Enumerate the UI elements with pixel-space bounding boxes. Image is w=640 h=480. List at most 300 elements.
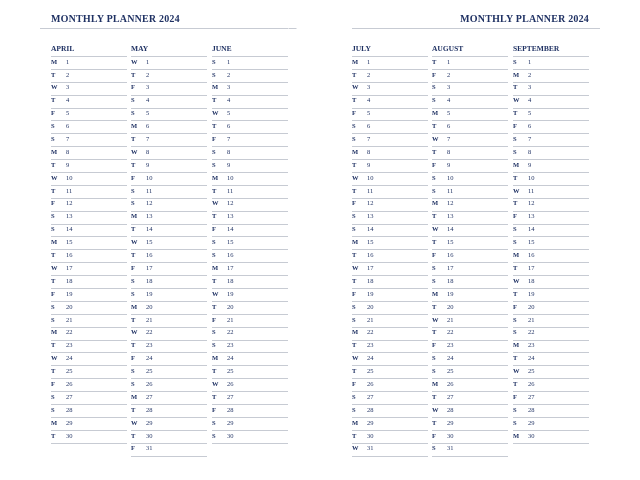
day-row[interactable] bbox=[513, 160, 589, 173]
day-row[interactable] bbox=[51, 186, 127, 199]
day-row[interactable] bbox=[352, 418, 428, 431]
day-number: 8 bbox=[227, 148, 231, 156]
day-row[interactable] bbox=[212, 96, 288, 109]
day-row[interactable] bbox=[513, 379, 589, 392]
day-row[interactable] bbox=[432, 302, 508, 315]
day-row[interactable] bbox=[352, 109, 428, 122]
day-row[interactable] bbox=[51, 276, 127, 289]
weekday-letter: T bbox=[513, 290, 518, 298]
day-row[interactable] bbox=[352, 392, 428, 405]
weekday-letter: T bbox=[51, 252, 56, 260]
day-row[interactable] bbox=[131, 289, 207, 302]
day-row[interactable] bbox=[513, 83, 589, 96]
day-number: 29 bbox=[447, 419, 454, 427]
day-row[interactable] bbox=[513, 225, 589, 238]
day-row[interactable] bbox=[131, 353, 207, 366]
day-row[interactable] bbox=[51, 212, 127, 225]
day-row[interactable] bbox=[352, 147, 428, 160]
day-row[interactable] bbox=[212, 147, 288, 160]
day-row[interactable] bbox=[513, 328, 589, 341]
day-row[interactable] bbox=[51, 160, 127, 173]
day-number: 19 bbox=[447, 290, 454, 298]
day-row[interactable] bbox=[513, 405, 589, 418]
day-row[interactable] bbox=[131, 96, 207, 109]
day-number: 14 bbox=[227, 226, 234, 234]
day-number: 4 bbox=[146, 97, 150, 105]
day-row[interactable] bbox=[131, 366, 207, 379]
day-number: 14 bbox=[146, 226, 153, 234]
day-row[interactable] bbox=[352, 302, 428, 315]
day-row[interactable] bbox=[352, 212, 428, 225]
day-row[interactable] bbox=[513, 57, 589, 70]
day-number: 4 bbox=[227, 97, 231, 105]
day-row[interactable] bbox=[513, 173, 589, 186]
day-row[interactable] bbox=[131, 134, 207, 147]
weekday-letter: M bbox=[513, 161, 520, 169]
day-row[interactable] bbox=[131, 263, 207, 276]
weekday-letter: W bbox=[513, 97, 520, 105]
day-row[interactable] bbox=[51, 173, 127, 186]
day-number: 20 bbox=[146, 303, 153, 311]
day-row[interactable] bbox=[212, 250, 288, 263]
day-row[interactable] bbox=[352, 353, 428, 366]
day-row[interactable] bbox=[432, 379, 508, 392]
day-row[interactable] bbox=[513, 341, 589, 354]
day-row[interactable] bbox=[352, 341, 428, 354]
day-row[interactable] bbox=[513, 250, 589, 263]
day-row[interactable] bbox=[212, 405, 288, 418]
weekday-letter: W bbox=[131, 419, 138, 427]
day-row[interactable] bbox=[513, 212, 589, 225]
day-row[interactable] bbox=[352, 121, 428, 134]
day-row[interactable] bbox=[513, 276, 589, 289]
day-row[interactable] bbox=[212, 83, 288, 96]
weekday-letter: W bbox=[212, 290, 219, 298]
day-row[interactable] bbox=[513, 199, 589, 212]
day-row[interactable] bbox=[352, 160, 428, 173]
day-row[interactable] bbox=[432, 250, 508, 263]
day-row[interactable] bbox=[432, 199, 508, 212]
day-row[interactable] bbox=[131, 302, 207, 315]
weekday-letter: M bbox=[212, 264, 219, 272]
weekday-letter: M bbox=[432, 290, 439, 298]
day-row[interactable] bbox=[352, 289, 428, 302]
day-row[interactable] bbox=[352, 315, 428, 328]
day-number: 6 bbox=[447, 123, 451, 131]
day-row[interactable] bbox=[432, 353, 508, 366]
weekday-letter: T bbox=[432, 213, 437, 221]
weekday-letter: T bbox=[51, 432, 56, 440]
day-row[interactable] bbox=[212, 276, 288, 289]
day-row[interactable] bbox=[432, 328, 508, 341]
day-row[interactable] bbox=[432, 186, 508, 199]
day-row[interactable] bbox=[352, 225, 428, 238]
weekday-letter: S bbox=[212, 161, 216, 169]
day-row[interactable] bbox=[432, 147, 508, 160]
day-row[interactable] bbox=[432, 366, 508, 379]
day-row[interactable] bbox=[212, 315, 288, 328]
day-number: 27 bbox=[447, 393, 454, 401]
day-row[interactable] bbox=[212, 392, 288, 405]
day-row[interactable] bbox=[51, 70, 127, 83]
day-row[interactable] bbox=[131, 379, 207, 392]
day-row[interactable] bbox=[513, 315, 589, 328]
day-row[interactable] bbox=[212, 70, 288, 83]
day-number: 15 bbox=[528, 239, 535, 247]
day-row[interactable] bbox=[352, 444, 428, 457]
weekday-letter: F bbox=[513, 393, 517, 401]
day-number: 10 bbox=[447, 174, 454, 182]
day-number: 21 bbox=[146, 316, 153, 324]
day-number: 2 bbox=[66, 71, 70, 79]
day-number: 12 bbox=[447, 200, 454, 208]
day-row[interactable] bbox=[131, 70, 207, 83]
day-number: 5 bbox=[528, 110, 532, 118]
day-row[interactable] bbox=[513, 289, 589, 302]
day-row[interactable] bbox=[432, 70, 508, 83]
day-row[interactable] bbox=[131, 341, 207, 354]
day-row[interactable] bbox=[51, 379, 127, 392]
weekday-letter: T bbox=[212, 303, 217, 311]
day-row[interactable] bbox=[432, 83, 508, 96]
day-number: 31 bbox=[146, 445, 153, 453]
day-row[interactable] bbox=[513, 134, 589, 147]
day-number: 16 bbox=[227, 252, 234, 260]
weekday-letter: S bbox=[352, 213, 356, 221]
day-row[interactable] bbox=[51, 405, 127, 418]
day-row[interactable] bbox=[131, 405, 207, 418]
weekday-letter: M bbox=[51, 148, 58, 156]
day-row[interactable] bbox=[432, 315, 508, 328]
day-row[interactable] bbox=[131, 212, 207, 225]
day-row[interactable] bbox=[513, 109, 589, 122]
day-row[interactable] bbox=[212, 302, 288, 315]
day-number: 30 bbox=[227, 432, 234, 440]
day-number: 24 bbox=[66, 355, 73, 363]
day-row[interactable] bbox=[212, 289, 288, 302]
day-row[interactable] bbox=[131, 250, 207, 263]
day-row[interactable] bbox=[513, 366, 589, 379]
day-row[interactable] bbox=[352, 134, 428, 147]
weekday-letter: T bbox=[51, 368, 56, 376]
title-divider bbox=[352, 28, 600, 29]
day-row[interactable] bbox=[131, 199, 207, 212]
day-row[interactable] bbox=[432, 263, 508, 276]
day-number: 1 bbox=[227, 58, 231, 66]
day-row[interactable] bbox=[51, 96, 127, 109]
month-column bbox=[352, 44, 428, 457]
day-row[interactable] bbox=[212, 109, 288, 122]
weekday-letter: T bbox=[432, 303, 437, 311]
month-column bbox=[51, 44, 127, 444]
day-row[interactable] bbox=[51, 199, 127, 212]
day-row[interactable] bbox=[432, 418, 508, 431]
day-number: 29 bbox=[146, 419, 153, 427]
day-number: 16 bbox=[66, 252, 73, 260]
day-row[interactable] bbox=[352, 431, 428, 444]
day-row[interactable] bbox=[513, 237, 589, 250]
weekday-letter: T bbox=[513, 355, 518, 363]
day-row[interactable] bbox=[51, 289, 127, 302]
day-row[interactable] bbox=[432, 160, 508, 173]
day-number: 28 bbox=[367, 406, 374, 414]
day-row[interactable] bbox=[432, 225, 508, 238]
day-number: 9 bbox=[66, 161, 70, 169]
weekday-letter: S bbox=[352, 316, 356, 324]
weekday-letter: F bbox=[513, 123, 517, 131]
day-row[interactable] bbox=[432, 212, 508, 225]
day-row[interactable] bbox=[513, 147, 589, 160]
day-row[interactable] bbox=[212, 160, 288, 173]
day-row[interactable] bbox=[131, 147, 207, 160]
day-number: 22 bbox=[447, 329, 454, 337]
day-row[interactable] bbox=[212, 225, 288, 238]
day-row[interactable] bbox=[51, 109, 127, 122]
day-row[interactable] bbox=[131, 109, 207, 122]
weekday-letter: W bbox=[212, 380, 219, 388]
page-title: MONTHLY PLANNER 2024 bbox=[51, 14, 180, 25]
day-row[interactable] bbox=[131, 121, 207, 134]
day-row[interactable] bbox=[352, 57, 428, 70]
day-row[interactable] bbox=[131, 57, 207, 70]
day-row[interactable] bbox=[513, 418, 589, 431]
weekday-letter: W bbox=[513, 187, 520, 195]
day-row[interactable] bbox=[432, 121, 508, 134]
day-number: 19 bbox=[227, 290, 234, 298]
day-number: 1 bbox=[447, 58, 451, 66]
day-row[interactable] bbox=[432, 109, 508, 122]
weekday-letter: W bbox=[51, 355, 58, 363]
day-row[interactable] bbox=[212, 341, 288, 354]
day-row[interactable] bbox=[513, 96, 589, 109]
day-number: 17 bbox=[146, 264, 153, 272]
day-row[interactable] bbox=[513, 302, 589, 315]
weekday-letter: W bbox=[352, 355, 359, 363]
day-row[interactable] bbox=[131, 173, 207, 186]
day-row[interactable] bbox=[51, 366, 127, 379]
day-row[interactable] bbox=[51, 225, 127, 238]
day-row[interactable] bbox=[432, 57, 508, 70]
day-row[interactable] bbox=[432, 431, 508, 444]
day-row[interactable] bbox=[51, 263, 127, 276]
weekday-letter: S bbox=[51, 213, 55, 221]
day-row[interactable] bbox=[212, 121, 288, 134]
day-row[interactable] bbox=[432, 392, 508, 405]
day-row[interactable] bbox=[51, 302, 127, 315]
weekday-letter: F bbox=[212, 406, 216, 414]
day-row[interactable] bbox=[51, 83, 127, 96]
day-number: 24 bbox=[146, 355, 153, 363]
weekday-letter: S bbox=[352, 303, 356, 311]
day-row[interactable] bbox=[212, 431, 288, 444]
weekday-letter: F bbox=[352, 290, 356, 298]
day-row[interactable] bbox=[212, 237, 288, 250]
day-number: 1 bbox=[367, 58, 371, 66]
day-row[interactable] bbox=[212, 353, 288, 366]
day-row[interactable] bbox=[513, 121, 589, 134]
day-number: 23 bbox=[66, 342, 73, 350]
day-row[interactable] bbox=[352, 173, 428, 186]
day-row[interactable] bbox=[352, 237, 428, 250]
day-row[interactable] bbox=[352, 379, 428, 392]
day-row[interactable] bbox=[131, 431, 207, 444]
day-number: 1 bbox=[146, 58, 150, 66]
day-row[interactable] bbox=[352, 199, 428, 212]
day-number: 27 bbox=[146, 393, 153, 401]
day-row[interactable] bbox=[352, 250, 428, 263]
weekday-letter: S bbox=[51, 303, 55, 311]
day-row[interactable] bbox=[51, 237, 127, 250]
weekday-letter: S bbox=[513, 148, 517, 156]
weekday-letter: W bbox=[131, 239, 138, 247]
day-number: 22 bbox=[66, 329, 73, 337]
weekday-letter: M bbox=[352, 58, 359, 66]
day-number: 11 bbox=[528, 187, 535, 195]
day-row[interactable] bbox=[51, 134, 127, 147]
day-number: 16 bbox=[367, 252, 374, 260]
weekday-letter: T bbox=[51, 187, 56, 195]
weekday-letter: T bbox=[513, 174, 518, 182]
day-row[interactable] bbox=[212, 379, 288, 392]
day-row[interactable] bbox=[513, 392, 589, 405]
day-row[interactable] bbox=[513, 353, 589, 366]
day-row[interactable] bbox=[51, 121, 127, 134]
day-number: 8 bbox=[66, 148, 70, 156]
day-row[interactable] bbox=[131, 83, 207, 96]
weekday-letter: T bbox=[51, 277, 56, 285]
weekday-letter: S bbox=[432, 368, 436, 376]
weekday-letter: M bbox=[352, 329, 359, 337]
day-row[interactable] bbox=[432, 134, 508, 147]
weekday-letter: T bbox=[432, 148, 437, 156]
day-number: 12 bbox=[528, 200, 535, 208]
day-row[interactable] bbox=[432, 405, 508, 418]
day-row[interactable] bbox=[51, 328, 127, 341]
weekday-letter: T bbox=[352, 342, 357, 350]
day-row[interactable] bbox=[212, 186, 288, 199]
day-row[interactable] bbox=[432, 96, 508, 109]
weekday-letter: M bbox=[131, 123, 138, 131]
weekday-letter: W bbox=[352, 84, 359, 92]
weekday-letter: M bbox=[513, 432, 520, 440]
day-number: 23 bbox=[367, 342, 374, 350]
day-row[interactable] bbox=[51, 341, 127, 354]
day-row[interactable] bbox=[212, 212, 288, 225]
day-row[interactable] bbox=[513, 431, 589, 444]
day-row[interactable] bbox=[212, 134, 288, 147]
weekday-letter: M bbox=[212, 355, 219, 363]
day-row[interactable] bbox=[432, 173, 508, 186]
day-row[interactable] bbox=[513, 186, 589, 199]
day-row[interactable] bbox=[352, 186, 428, 199]
day-row[interactable] bbox=[432, 276, 508, 289]
day-row[interactable] bbox=[131, 328, 207, 341]
day-row[interactable] bbox=[212, 366, 288, 379]
day-row[interactable] bbox=[51, 431, 127, 444]
day-number: 12 bbox=[66, 200, 73, 208]
weekday-letter: S bbox=[432, 277, 436, 285]
day-row[interactable] bbox=[352, 83, 428, 96]
day-row[interactable] bbox=[432, 341, 508, 354]
day-row[interactable] bbox=[432, 237, 508, 250]
day-number: 28 bbox=[146, 406, 153, 414]
day-row[interactable] bbox=[352, 366, 428, 379]
day-row[interactable] bbox=[51, 392, 127, 405]
weekday-letter: S bbox=[131, 290, 135, 298]
day-row[interactable] bbox=[352, 328, 428, 341]
day-row[interactable] bbox=[212, 328, 288, 341]
day-row[interactable] bbox=[131, 315, 207, 328]
day-row[interactable] bbox=[51, 315, 127, 328]
day-number: 31 bbox=[367, 445, 374, 453]
day-row[interactable] bbox=[131, 225, 207, 238]
day-row[interactable] bbox=[131, 160, 207, 173]
day-row[interactable] bbox=[352, 96, 428, 109]
day-row[interactable] bbox=[212, 418, 288, 431]
day-number: 5 bbox=[447, 110, 451, 118]
day-row[interactable] bbox=[513, 263, 589, 276]
weekday-letter: W bbox=[51, 174, 58, 182]
weekday-letter: F bbox=[352, 380, 356, 388]
weekday-letter: M bbox=[513, 252, 520, 260]
day-row[interactable] bbox=[131, 276, 207, 289]
day-row[interactable] bbox=[212, 173, 288, 186]
day-number: 25 bbox=[447, 368, 454, 376]
weekday-letter: S bbox=[513, 316, 517, 324]
weekday-letter: T bbox=[352, 252, 357, 260]
day-row[interactable] bbox=[212, 57, 288, 70]
weekday-letter: W bbox=[352, 174, 359, 182]
day-row[interactable] bbox=[352, 70, 428, 83]
day-number: 6 bbox=[528, 123, 532, 131]
day-row[interactable] bbox=[432, 444, 508, 457]
weekday-letter: T bbox=[432, 123, 437, 131]
day-row[interactable] bbox=[352, 263, 428, 276]
day-number: 21 bbox=[447, 316, 454, 324]
weekday-letter: S bbox=[51, 406, 55, 414]
day-row[interactable] bbox=[51, 418, 127, 431]
day-row[interactable] bbox=[131, 392, 207, 405]
day-row[interactable] bbox=[212, 199, 288, 212]
day-row[interactable] bbox=[513, 70, 589, 83]
day-row[interactable] bbox=[51, 250, 127, 263]
day-row[interactable] bbox=[131, 186, 207, 199]
weekday-letter: S bbox=[131, 187, 135, 195]
day-row[interactable] bbox=[51, 353, 127, 366]
day-row[interactable] bbox=[432, 289, 508, 302]
day-number: 11 bbox=[227, 187, 234, 195]
day-number: 28 bbox=[66, 406, 73, 414]
day-number: 1 bbox=[528, 58, 532, 66]
day-row[interactable] bbox=[131, 237, 207, 250]
day-number: 14 bbox=[528, 226, 535, 234]
day-row[interactable] bbox=[212, 263, 288, 276]
day-number: 23 bbox=[528, 342, 535, 350]
weekday-letter: W bbox=[432, 226, 439, 234]
day-row[interactable] bbox=[131, 418, 207, 431]
day-row[interactable] bbox=[51, 57, 127, 70]
day-number: 27 bbox=[66, 393, 73, 401]
day-row[interactable] bbox=[51, 147, 127, 160]
day-number: 28 bbox=[528, 406, 535, 414]
weekday-letter: W bbox=[131, 58, 138, 66]
day-number: 2 bbox=[227, 71, 231, 79]
day-number: 4 bbox=[367, 97, 371, 105]
weekday-letter: F bbox=[513, 303, 517, 311]
day-row[interactable] bbox=[352, 405, 428, 418]
day-row[interactable] bbox=[352, 276, 428, 289]
day-row[interactable] bbox=[131, 444, 207, 457]
